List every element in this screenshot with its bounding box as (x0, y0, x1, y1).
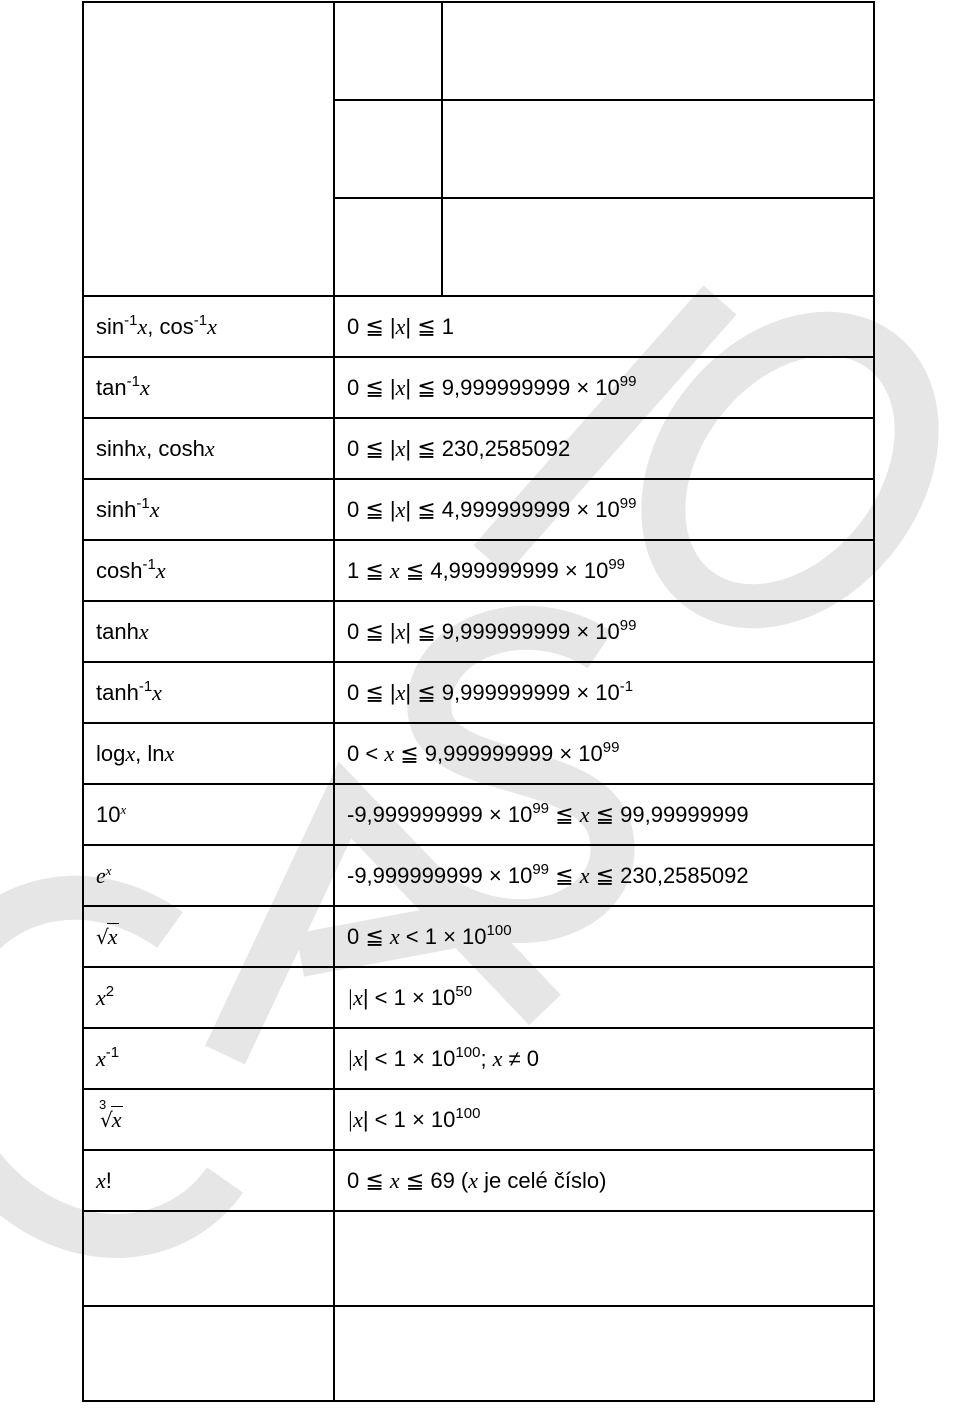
function-cell (83, 906, 334, 967)
function-cell: $\tanh^{-1}x$ (83, 662, 334, 723)
table-row (83, 1089, 874, 1150)
table-row (83, 2, 874, 100)
table-row (83, 1150, 874, 1211)
table-row (83, 418, 874, 479)
function-cell: sinhx, coshx (83, 418, 334, 479)
range-cell: 0 ≦ |x| ≦ $9,999999999 \times 10^{99}$ (334, 601, 874, 662)
function-cell: $x^{-1}$ (83, 1028, 334, 1089)
function-cell: $\sin^{-1}x$, $\cos^{-1}x$ (83, 296, 334, 357)
range-cell: $-9,999999999 \times 10^{99}$ ≦ x ≦ 99,99999999 (334, 784, 874, 845)
cube-root-symbol: 3 √x (99, 1096, 122, 1132)
range-cell: $-9,999999999 \times 10^{99}$ ≦ x ≦ 230,2585092 (334, 845, 874, 906)
empty-cell (83, 2, 334, 296)
table-row (83, 357, 874, 418)
table-row (83, 540, 874, 601)
range-cell: 0 ≦ |x| ≦ 1 (334, 296, 874, 357)
table-row (83, 906, 874, 967)
empty-cell (442, 2, 874, 100)
range-cell: 1 ≦ x ≦ $4,999999999 \times 10^{99}$ (334, 540, 874, 601)
range-cell: 0 ≦ $x < 1 \times 10^{100}$ (334, 906, 874, 967)
square-root-symbol: √x (96, 923, 118, 949)
range-cell: 0 < x ≦ $9,999999999 \times 10^{99}$ (334, 723, 874, 784)
empty-cell (442, 198, 874, 296)
table-row (83, 479, 874, 540)
table-row (83, 662, 874, 723)
range-cell: 0 ≦ x ≦ 69 (x je celé číslo) (334, 1150, 874, 1211)
range-cell: 0 ≦ |x| ≦ $9,999999999 \times 10^{99}$ (334, 357, 874, 418)
range-cell: $|x| < 1 \times 10^{50}$ (334, 967, 874, 1028)
range-cell: $|x| < 1 \times 10^{100}$; x ≠ 0 (334, 1028, 874, 1089)
empty-cell (334, 1306, 874, 1401)
function-cell: tanhx (83, 601, 334, 662)
range-cell: 0 ≦ |x| ≦ $9,999999999 \times 10^{-1}$ (334, 662, 874, 723)
table-row (83, 1028, 874, 1089)
function-cell: logx, lnx (83, 723, 334, 784)
function-range-table (82, 1, 875, 1402)
function-cell: $x^2$ (83, 967, 334, 1028)
function-cell: $\tan^{-1}x$ (83, 357, 334, 418)
table-row (83, 1211, 874, 1306)
table-row (83, 296, 874, 357)
table-row (83, 601, 874, 662)
empty-cell (83, 1211, 334, 1306)
empty-cell (334, 2, 442, 100)
table-row (83, 784, 874, 845)
empty-cell (334, 100, 442, 198)
function-cell: $\sinh^{-1}x$ (83, 479, 334, 540)
empty-cell (83, 1306, 334, 1401)
function-cell: x! (83, 1150, 334, 1211)
function-cell: 10$^x$ (83, 784, 334, 845)
empty-cell (334, 198, 442, 296)
table-row (83, 1306, 874, 1401)
function-cell: $e^x$ (83, 845, 334, 906)
function-cell: $\cosh^{-1}x$ (83, 540, 334, 601)
table-row (83, 967, 874, 1028)
empty-cell (334, 1211, 874, 1306)
function-cell (83, 1089, 334, 1150)
table-row (83, 845, 874, 906)
empty-cell (442, 100, 874, 198)
range-cell: 0 ≦ |x| ≦ $4,999999999 \times 10^{99}$ (334, 479, 874, 540)
table-row (83, 723, 874, 784)
range-cell: $|x| < 1 \times 10^{100}$ (334, 1089, 874, 1150)
range-cell: 0 ≦ |x| ≦ 230,2585092 (334, 418, 874, 479)
